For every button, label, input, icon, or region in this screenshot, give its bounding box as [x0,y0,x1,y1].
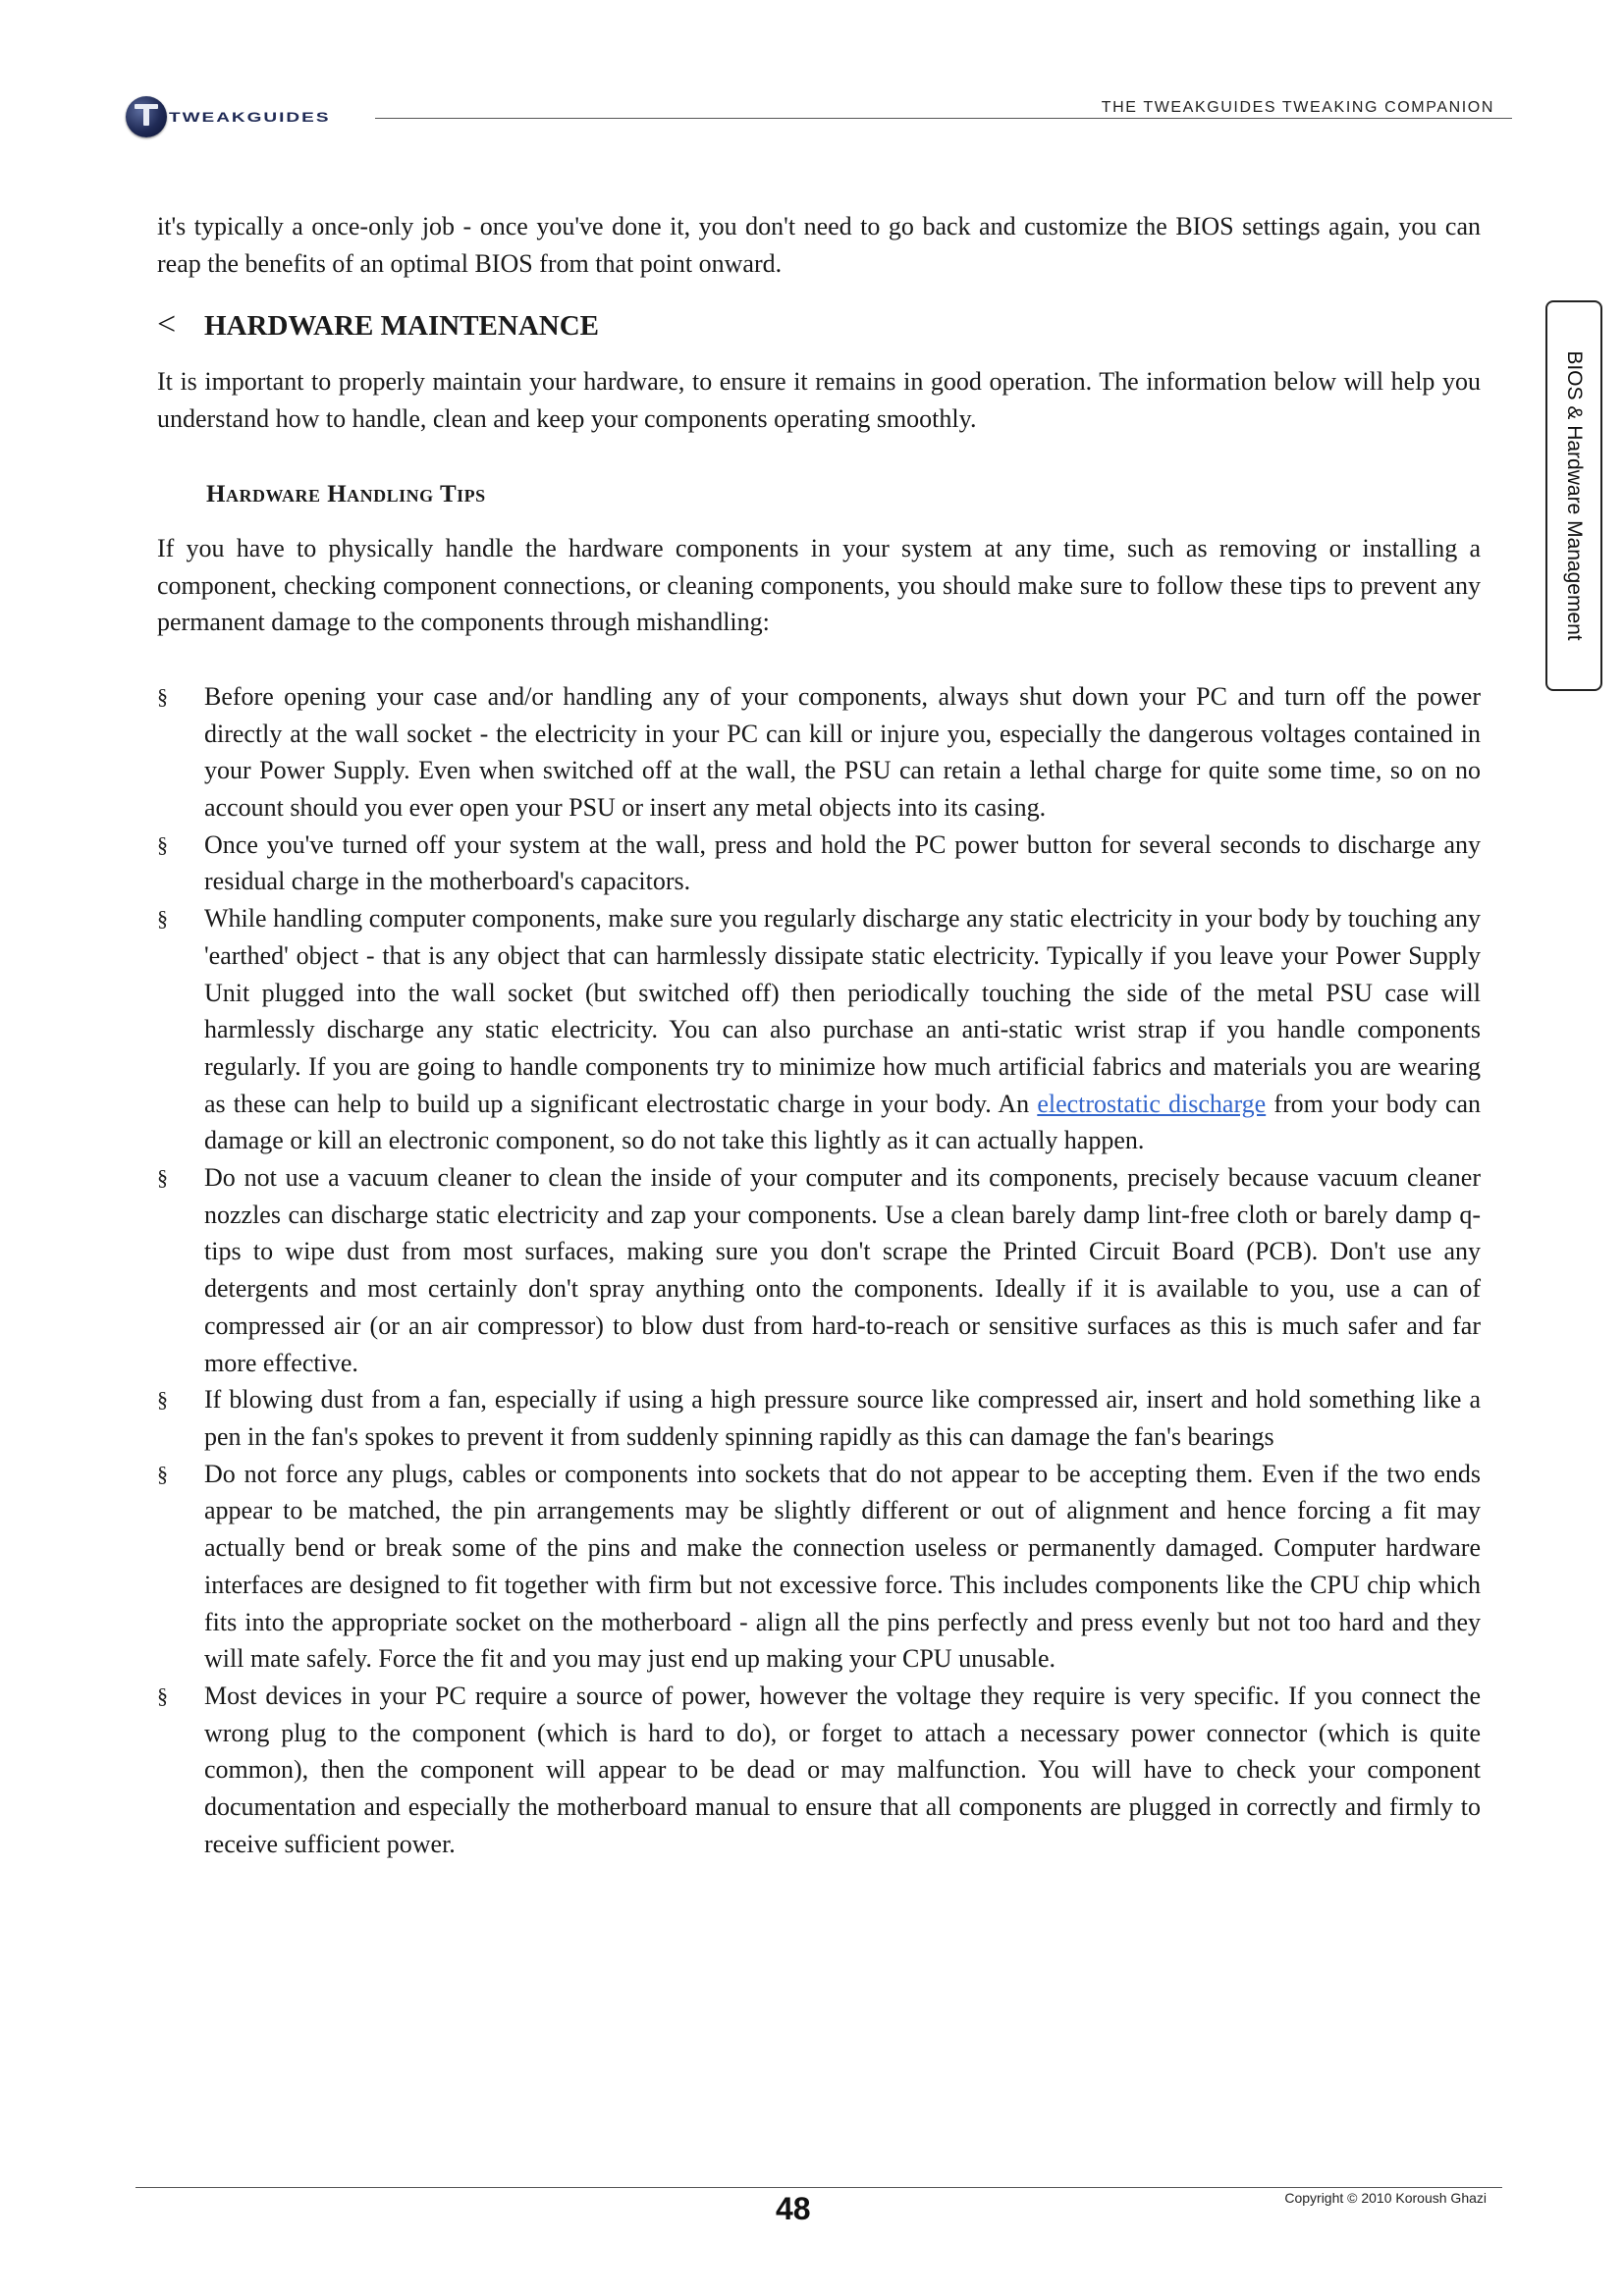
list-item [157,1456,1481,1678]
list-item [157,1159,1481,1381]
copyright-notice: Copyright © 2010 Koroush Ghazi [1284,2190,1487,2206]
section-bullet-icon: § [157,1682,168,1708]
tip-text: Once you've turned off your system at the wall, press and hold the PC power button for several seconds to discharge any residual charge in the motherboard's capacitors. [204,829,1481,896]
section-heading-text: HARDWARE MAINTENANCE [204,310,599,343]
chapter-side-tab-label: BIOS & Hardware Management [1563,350,1586,641]
list-item [157,900,1481,1159]
section-bullet-icon: § [157,1387,168,1413]
section-bullet-icon: § [157,1165,168,1191]
section-bullet-icon: § [157,683,168,709]
subsection-heading: Hardware Handling Tips [206,480,486,507]
section-arrow-icon: < [157,306,177,344]
list-item [157,1381,1481,1455]
list-item [157,678,1481,827]
tip-text: If blowing dust from a fan, especially if using a high pressure source like compressed air, insert and hold something like a pen in the fan's spokes to prevent it from suddenly spinning rapidly as this can damage the fan's bearings [204,1385,1481,1451]
tip-text: Most devices in your PC require a source of power, however the voltage they require is very specific. If you connect the wrong plug to the component (which is hard to do), or forget to attach a necessary power connector (which is quite common), then the component will appear to be dead or may malfunction. You will have to check your component documentation and especially the motherboard manual to ensure that all components are plugged in correctly and firmly to receive sufficient power. [204,1681,1481,1858]
header-divider [375,118,1512,119]
running-header: THE TWEAKGUIDES TWEAKING COMPANION [1101,99,1494,116]
section-heading [157,305,1481,346]
section-paragraph: It is important to properly maintain your hardware, to ensure it remains in good operation. The information below will help you understand how to handle, clean and keep your components operating smoothly. [157,367,1481,434]
list-item [157,1678,1481,1863]
tip-text: Do not force any plugs, cables or components into sockets that do not appear to be accepting them. Even if the two ends appear to be matched, the pin arrangements may be slightly different or out of alignment and hence forcing a fit may actually bend or break some of the pins and make the connection useless or permanently damaged. Computer hardware interfaces are designed to fit together with firm but not excessive force. This includes components like the CPU chip which fits into the appropriate socket on the motherboard - align all the pins perfectly and press evenly but not too hard and they will mate safely. Force the fit and you may just end up making your CPU unusable. [204,1459,1481,1674]
tip-text [204,900,1481,1159]
logo-wordmark: TWEAKGUIDES [169,109,331,126]
chapter-side-tab [1545,300,1602,691]
tips-list [157,678,1481,1863]
tip-text-before-link: While handling computer components, make sure you regularly discharge any static electricity in your body by touching any 'earthed' object - that is any object that can harmlessly dissipate static electricity. Typically if you leave your Power Supply Unit plugged into the wall socket (but switched off) then periodically touching the side of the metal PSU case will harmlessly discharge any static electricity. You can also purchase an anti-static wrist strap if you handle components regularly. If you are going to handle components try to minimize how much artificial fabrics and materials you are wearing as these can help to build up a significant electrostatic charge in your body. An [204,904,1481,1118]
page-content [157,208,1481,1862]
subsection-lead: If you have to physically handle the hardware components in your system at any time, such as removing or installing a component, checking component connections, or cleaning components, you should make sure to follow these tips to prevent any permanent damage to the components through mishandling: [157,533,1481,637]
page-number: 48 [776,2191,811,2226]
section-bullet-icon: § [157,831,168,857]
tip-text: Before opening your case and/or handling any of your components, always shut down your PC and turn off the power directly at the wall socket - the electricity in your PC can kill or injure you, especially the dangerous voltages contained in your Power Supply. Even when switched off at the wall, the PSU can retain a lethal charge for quite some time, so on no account should you ever open your PSU or insert any metal objects into its casing. [204,681,1481,823]
intro-paragraph: it's typically a once-only job - once you've done it, you don't need to go back and customize the BIOS settings again, you can reap the benefits of an optimal BIOS from that point onward. [157,212,1481,278]
electrostatic-discharge-link[interactable]: electrostatic discharge [1037,1089,1267,1118]
footer-divider [135,2187,1502,2188]
list-item [157,827,1481,900]
tip-text: Do not use a vacuum cleaner to clean the inside of your computer and its components, precisely because vacuum cleaner nozzles can discharge static electricity and zap your components. Use a clean barely damp lint-free cloth or barely damp q-tips to wipe dust from most surfaces, making sure you don't scrape the Printed Circuit Board (PCB). Don't use any detergents and most certainly don't spray anything onto the components. Ideally if it is available to you, use a can of compressed air (or an air compressor) to blow dust from hard-to-reach or sensitive surfaces as this is much safer and far more effective. [204,1163,1481,1377]
tweakguides-logo [126,96,361,145]
section-bullet-icon: § [157,1461,168,1486]
section-bullet-icon: § [157,906,168,932]
tip-text-after-link: from your body can damage or kill an electronic component, so do not take this lightly as it can actually happen. [204,1089,1482,1155]
globe-icon [126,96,167,137]
